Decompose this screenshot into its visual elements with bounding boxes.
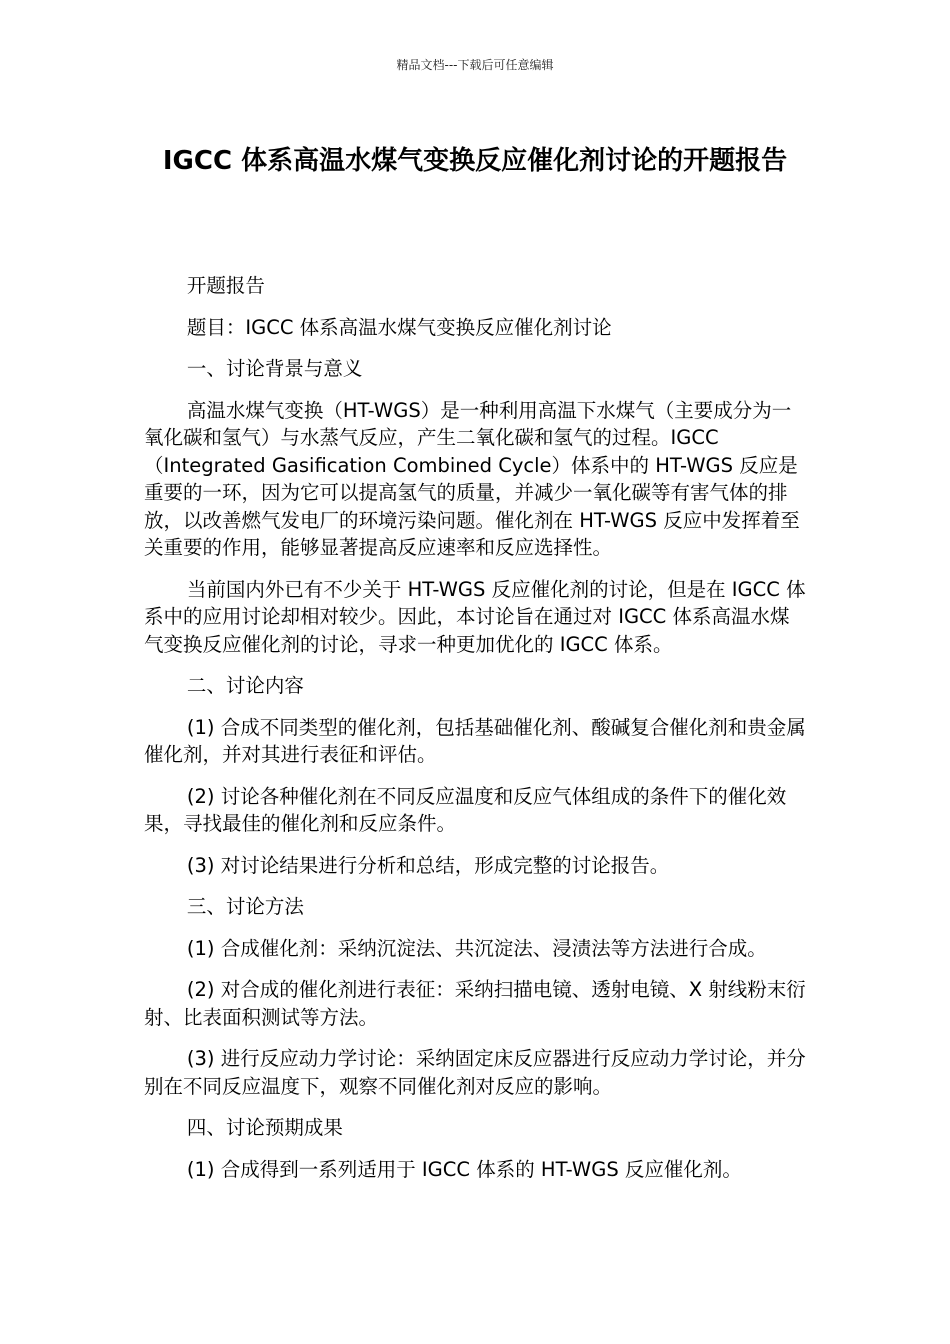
paragraph-method-3: (3) 进行反应动力学讨论：采纳固定床反应器进行反应动力学讨论，并分别在不同反应温度下，观察不同催化剂对反应的影响。: [144, 1047, 806, 1098]
paragraph-content-3: (3) 对讨论结果进行分析和总结，形成完整的讨论报告。: [186, 853, 670, 877]
paragraph-outcome-1: (1) 合成得到一系列适用于 IGCC 体系的 HT-WGS 反应催化剂。: [186, 1157, 742, 1181]
document-title: IGCC 体系高温水煤气变换反应催化剂讨论的开题报告: [162, 146, 788, 176]
paragraph-content-1: (1) 合成不同类型的催化剂，包括基础催化剂、酸碱复合催化剂和贵金属催化剂，并对其进行表征和评估。: [144, 715, 806, 766]
section-heading-outcomes: 四、讨论预期成果: [186, 1116, 343, 1139]
header-note: 精品文档---下载后可任意编辑: [396, 58, 554, 72]
paragraph-content-2: (2) 讨论各种催化剂在不同反应温度和反应气体组成的条件下的催化效果，寻找最佳的催化剂和反应条件。: [144, 784, 787, 835]
paragraph-background-2: 当前国内外已有不少关于 HT-WGS 反应催化剂的讨论，但是在 IGCC 体系中的应用讨论却相对较少。因此，本讨论旨在通过对 IGCC 体系高温水煤气变换反应催化剂的讨论，寻求一种更加优化的 IGCC 体系。: [144, 577, 806, 656]
section-heading-background: 一、讨论背景与意义: [186, 357, 363, 380]
paragraph-method-2: (2) 对合成的催化剂进行表征：采纳扫描电镜、透射电镜、X 射线粉末衍射、比表面积测试等方法。: [144, 978, 806, 1029]
paragraph-report-label: 开题报告: [186, 274, 265, 297]
section-heading-content: 二、讨论内容: [186, 674, 304, 697]
document-body: [144, 272, 806, 1197]
paragraph-background-1: 高温水煤气变换（HT-WGS）是一种利用高温下水煤气（主要成分为一氧化碳和氢气）与水蒸气反应，产生二氧化碳和氢气的过程。IGCC（Integrated Gasification Combined Cycle）体系中的 HT-WGS 反应是重要的一环，因为它可以提高氢气的质量，并减少一氧化碳等有害气体的排放，以改善燃气发电厂的环境污染问题。催化剂在 HT-WGS 反应中发挥着至关重要的作用，能够显著提高反应速率和反应选择性。: [144, 398, 800, 559]
paragraph-topic: 题目：IGCC 体系高温水煤气变换反应催化剂讨论: [186, 315, 612, 339]
section-heading-methods: 三、讨论方法: [186, 895, 304, 918]
paragraph-method-1: (1) 合成催化剂：采纳沉淀法、共沉淀法、浸渍法等方法进行合成。: [186, 936, 767, 960]
